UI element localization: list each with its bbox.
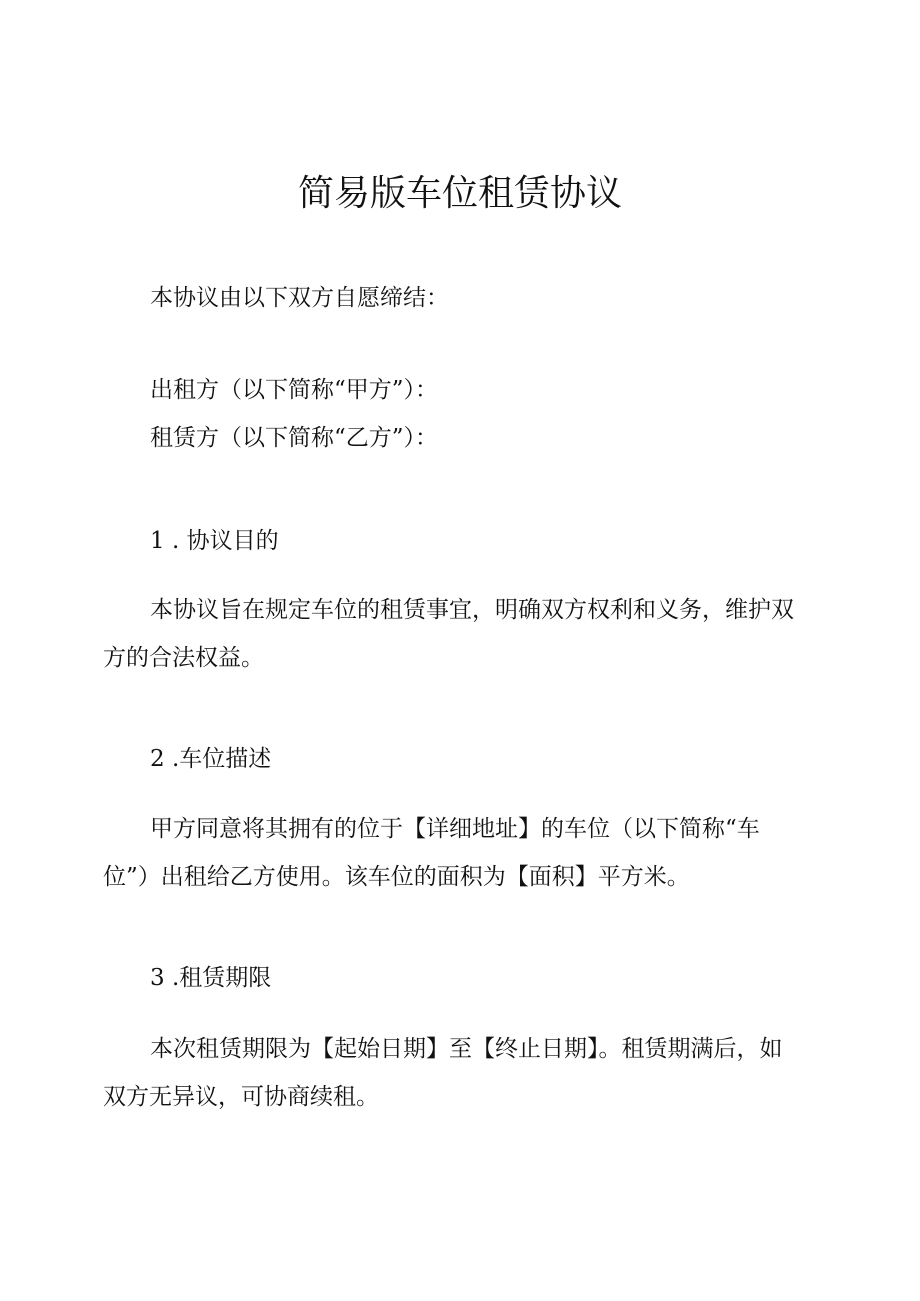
section-3-heading: 3 .租赁期限 [150,965,272,991]
section-3-body-line-2: 双方无异议，可协商续租。 [103,1084,379,1110]
section-2-body-line-1: 甲方同意将其拥有的位于【详细地址】的车位（以下简称“车 [150,816,760,842]
section-2-heading: 2 .车位描述 [150,746,272,772]
party-a-line: 出租方（以下简称“甲方”）： [150,377,439,403]
party-b-line: 租赁方（以下简称“乙方”）： [150,425,439,451]
section-1-body-line-1: 本协议旨在规定车位的租赁事宜，明确双方权利和义务，维护双 [150,597,794,623]
section-1-body-line-2: 方的合法权益。 [103,645,264,671]
document-title: 简易版车位租赁协议 [297,173,622,214]
section-3-body-line-1: 本次租赁期限为【起始日期】至【终止日期】。租赁期满后，如 [150,1036,783,1062]
section-1-heading: 1 . 协议目的 [150,528,279,554]
section-2-body-line-2: 位”）出租给乙方使用。该车位的面积为【面积】平方米。 [103,864,690,890]
intro-text: 本协议由以下双方自愿缔结： [150,285,449,311]
